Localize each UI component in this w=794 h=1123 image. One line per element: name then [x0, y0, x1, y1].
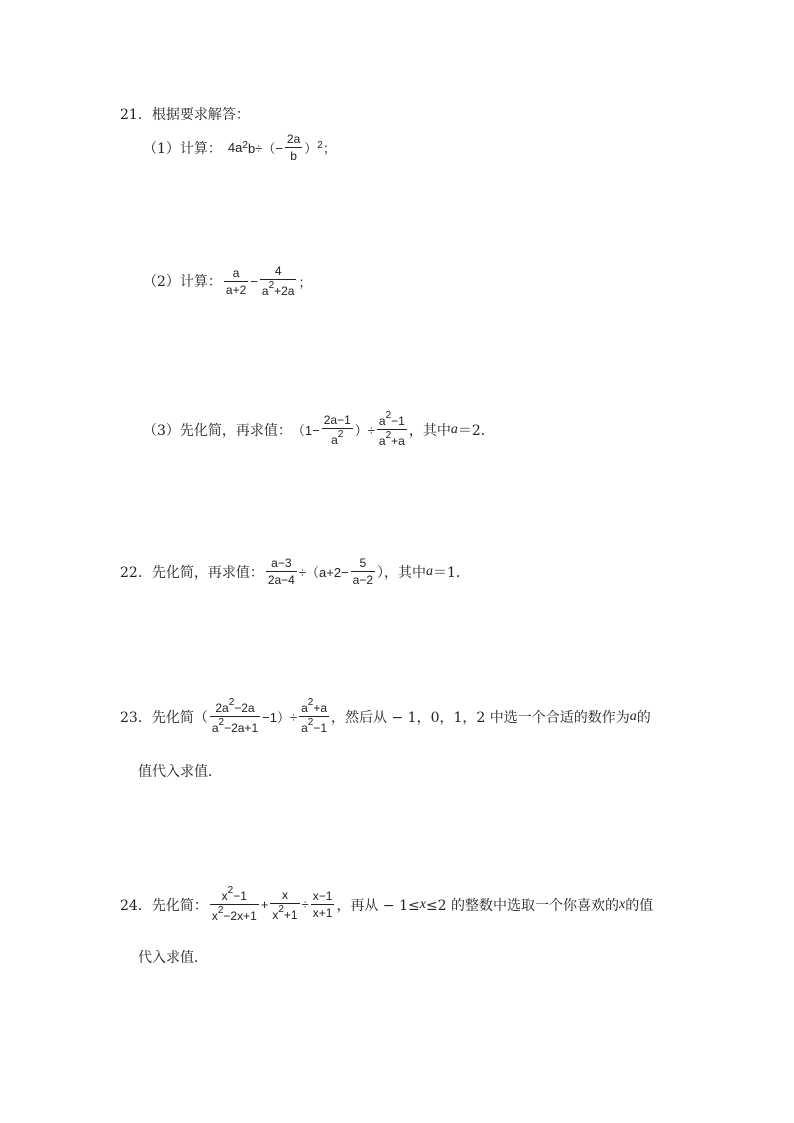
q21-part2	[143, 264, 312, 298]
fraction: $\frac{a}{a+2}$	[225, 265, 247, 297]
fraction: $\frac{x^2-1}{x^2-2x+1}$	[211, 885, 257, 923]
q22-label: 22．先化简，再求值：	[120, 564, 264, 581]
fraction: $\frac{2a-1}{a^2}$	[323, 412, 351, 447]
q24-expr: $\frac{x^2-1}{x^2-2x+1}$ + $\frac{x}{x^2+1}$ ÷ $\frac{x-1}{x+1}$	[211, 885, 333, 923]
q21-part2-expr: $\frac{a}{a+2}$ − $\frac{4}{a^2+2a}$ ；	[225, 264, 312, 298]
q23-continuation: 值代入求值．	[138, 764, 222, 780]
q21-part2-label: （2）计算：	[143, 274, 222, 290]
q23-expr: $\frac{2a^2-2a}{a^2-2a+1}$ −1）÷ $\frac{a^2+a}{a^2-1}$	[211, 697, 328, 735]
fraction: $\frac{a-3}{2a-4}$	[267, 556, 295, 587]
fraction: $\frac{2a}{b}$	[286, 132, 301, 163]
q23-label: 23．先化简（	[120, 709, 208, 726]
fraction: $\frac{2a^2-2a}{a^2-2a+1}$	[211, 697, 259, 735]
q24-label: 24．先化简：	[120, 897, 208, 914]
fraction: $\frac{a^2-1}{a^2+a}$	[378, 410, 405, 448]
fraction: $\frac{x-1}{x+1}$	[312, 889, 333, 920]
q21-part3: （3）先化简，再求值： （1− $\frac{2a-1}{a^2}$ ）÷ $\frac{a^2-1}{a^2+a}$ ，其中 a ＝2．	[143, 410, 495, 448]
q23: 23．先化简（ $\frac{2a^2-2a}{a^2-2a+1}$ −1）÷ $\frac{a^2+a}{a^2-1}$ ，然后从 − 1，0，1，2 中选一个合适的数作为 a 的	[120, 697, 651, 735]
fraction: $\frac{5}{a-2}$	[352, 556, 373, 587]
q21-part3-expr: （1− $\frac{2a-1}{a^2}$ ）÷ $\frac{a^2-1}{a^2+a}$	[291, 410, 405, 448]
q21-part3-label: （3）先化简，再求值：	[143, 422, 292, 439]
q22: 22．先化简，再求值： $\frac{a-3}{2a-4}$ ÷（a+2− $\frac{5}{a-2}$ ），其中 a ＝1．	[120, 556, 470, 587]
q21-part1	[143, 132, 336, 163]
fraction: $\frac{4}{a^2+2a}$	[261, 264, 295, 298]
q24-continuation: 代入求值．	[138, 950, 208, 966]
fraction: $\frac{x}{x^2+1}$	[272, 887, 298, 922]
fraction: $\frac{a^2+a}{a^2-1}$	[301, 697, 328, 735]
q21-part1-expr: 4a $^2$ b÷（− $\frac{2a}{b}$ ） $^2$ ；	[227, 132, 336, 163]
q22-expr: $\frac{a-3}{2a-4}$ ÷（a+2− $\frac{5}{a-2}$	[267, 556, 373, 587]
q21-part1-label: （1）计算：	[143, 140, 222, 157]
q24: 24．先化简： $\frac{x^2-1}{x^2-2x+1}$ + $\frac{x}{x^2+1}$ ÷ $\frac{x-1}{x+1}$ ，再从 − 1≤ x ≤2 的整数中选取一个你喜欢的 x 的值	[120, 885, 654, 923]
q21-heading: 21．根据要求解答：	[120, 107, 250, 123]
